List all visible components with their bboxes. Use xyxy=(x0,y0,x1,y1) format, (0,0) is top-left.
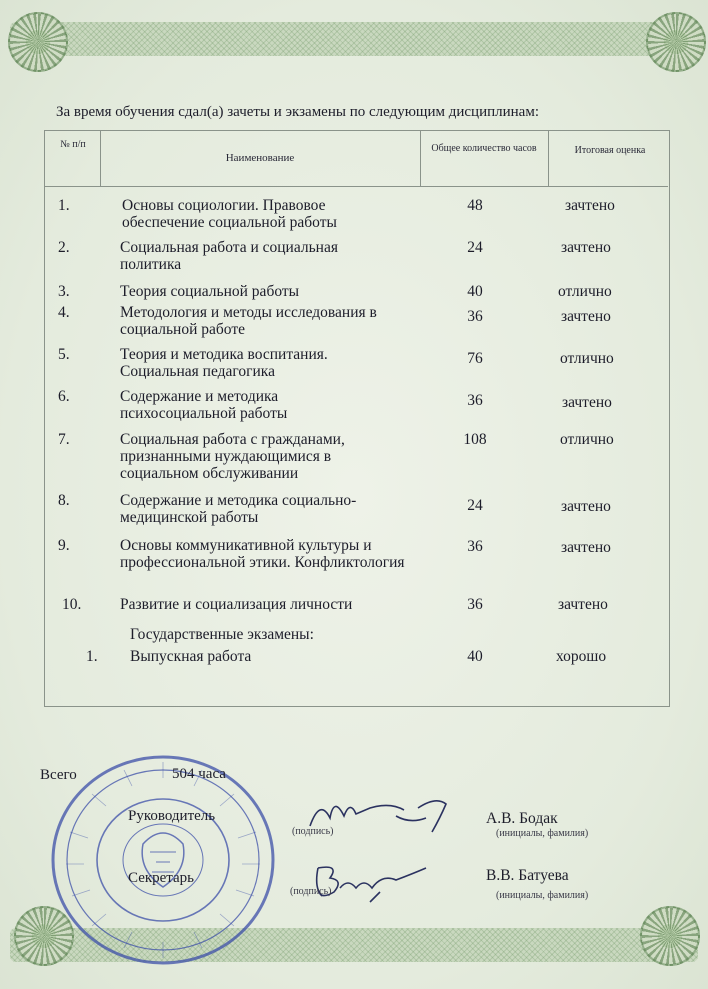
official-seal-icon xyxy=(48,752,278,968)
subject-grade: зачтено xyxy=(558,596,608,613)
subject-hours: 48 xyxy=(467,197,483,214)
total-label: Всего xyxy=(40,767,77,783)
header-hours: Общее количество часов xyxy=(431,143,537,154)
signatory-name: В.В. Батуева xyxy=(486,867,569,884)
header-grade: Итоговая оценка xyxy=(574,145,646,156)
subject-hours: 40 xyxy=(467,648,483,665)
subject-grade: зачтено xyxy=(561,239,611,256)
subject-grade: отлично xyxy=(558,283,612,300)
row-number: 2. xyxy=(58,239,70,256)
header-num: № п/п xyxy=(60,139,86,150)
subject-grade: зачтено xyxy=(562,394,612,411)
subject-hours: 36 xyxy=(467,308,483,325)
subject-grade: зачтено xyxy=(561,498,611,515)
subject-hours: 24 xyxy=(467,497,483,514)
row-number: 6. xyxy=(58,388,70,405)
header-name: Наименование xyxy=(225,152,295,164)
signatory-role: Секретарь xyxy=(128,870,195,886)
subject-grade: отлично xyxy=(560,431,614,448)
subject-hours: 36 xyxy=(467,538,483,555)
subject-grade: отлично xyxy=(560,350,614,367)
subject-name: Теория и методика воспитания. Социальная педагогика xyxy=(120,346,328,380)
subject-hours: 108 xyxy=(463,431,487,448)
subject-name: Содержание и методика психосоциальной работы xyxy=(120,388,288,422)
subject-grade: зачтено xyxy=(561,308,611,325)
row-number: 4. xyxy=(58,304,70,321)
column-divider xyxy=(548,130,549,186)
signatory-name: А.В. Бодак xyxy=(486,810,558,827)
row-number: 7. xyxy=(58,431,70,448)
subject-name: Теория социальной работы xyxy=(120,283,300,300)
row-number: 1. xyxy=(58,197,70,214)
subject-name: Социальная работа и социальная политика xyxy=(120,239,338,273)
column-divider xyxy=(100,130,101,186)
total-hours: 504 часа xyxy=(172,766,226,782)
signatory-name-caption: (инициалы, фамилия) xyxy=(496,828,589,839)
row-number: 8. xyxy=(58,492,70,509)
guilloche-rosette-icon xyxy=(646,12,706,72)
subject-hours: 24 xyxy=(467,239,483,256)
column-divider xyxy=(420,130,421,186)
state-exams-title: Государственные экзамены: xyxy=(130,626,314,643)
subject-name: Социальная работа с гражданами, признанными нуждающимися в социальном обслуживании xyxy=(120,431,345,482)
subject-name: Развитие и социализация личности xyxy=(120,596,353,613)
subject-hours: 76 xyxy=(467,350,483,367)
signatory-role: Руководитель xyxy=(128,808,216,824)
signature-caption: (подпись) xyxy=(290,886,332,897)
subject-grade: зачтено xyxy=(565,197,615,214)
row-number: 5. xyxy=(58,346,70,363)
subject-name: Основы коммуникативной культуры и профессиональной этики. Конфликтология xyxy=(120,537,405,571)
subject-grade: зачтено xyxy=(561,539,611,556)
subject-grade: хорошо xyxy=(556,648,607,665)
subject-hours: 36 xyxy=(467,596,483,613)
row-number: 3. xyxy=(58,283,70,300)
subject-name: Содержание и методика социально-медицинской работы xyxy=(120,492,357,526)
subject-name: Основы социологии. Правовое обеспечение социальной работы xyxy=(122,197,337,231)
subject-name: Методология и методы исследования в социальной работе xyxy=(120,304,377,338)
row-number: 10. xyxy=(62,596,82,613)
guilloche-rosette-icon xyxy=(640,906,700,966)
signature-caption: (подпись) xyxy=(292,826,334,837)
guilloche-rosette-icon xyxy=(8,12,68,72)
page-heading: За время обучения сдал(а) зачеты и экзамены по следующим дисциплинам: xyxy=(56,104,539,120)
signature-icon xyxy=(300,858,440,904)
subject-name: Выпускная работа xyxy=(130,648,252,665)
signatory-name-caption: (инициалы, фамилия) xyxy=(496,890,589,901)
row-number: 9. xyxy=(58,537,70,554)
subject-hours: 36 xyxy=(467,392,483,409)
top-guilloche-border xyxy=(10,22,698,56)
subject-hours: 40 xyxy=(467,283,483,300)
row-number: 1. xyxy=(86,648,98,665)
